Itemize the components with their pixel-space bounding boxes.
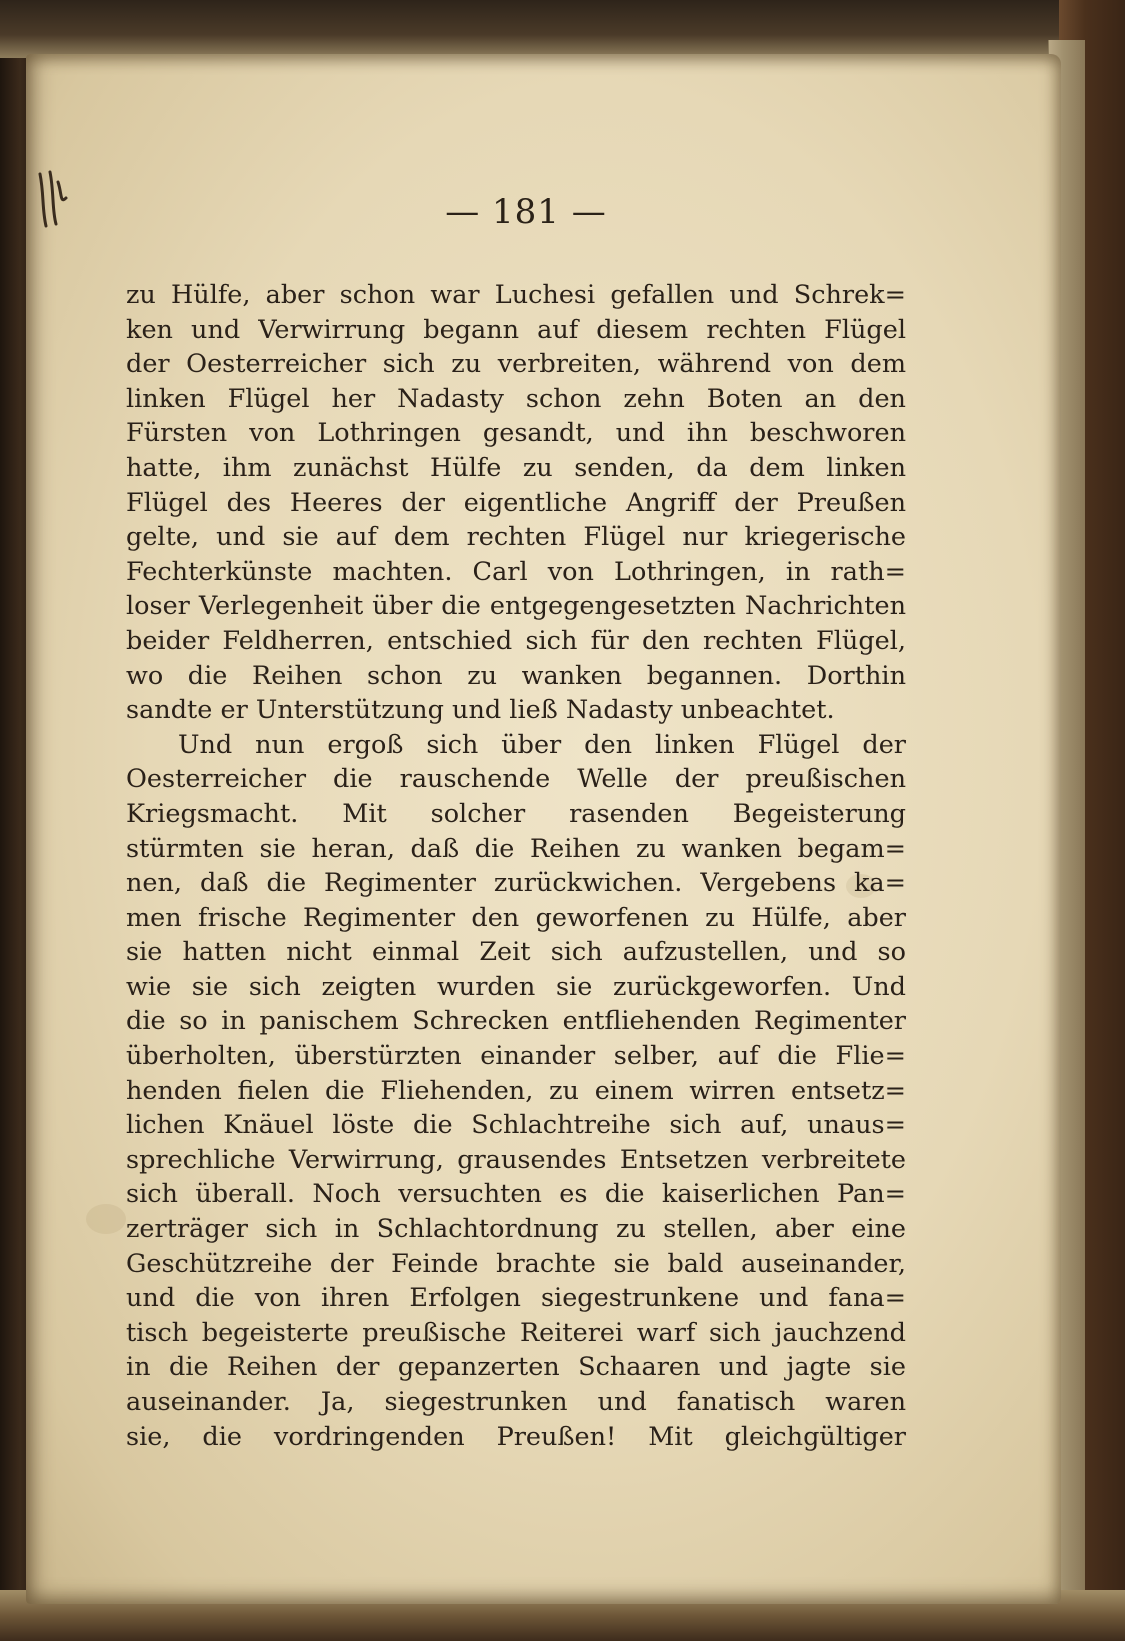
text-line: sie hatten nicht einmal Zeit sich aufzustellen, und so	[126, 937, 906, 968]
text-line: sich überall. Noch versuchten es die kaiserlichen Pan=	[126, 1179, 906, 1210]
text-line: hatte, ihm zunächst Hülfe zu senden, da dem linken	[126, 452, 906, 483]
text-line: henden fielen die Fliehenden, zu einem wirren entsetz=	[126, 1075, 906, 1106]
text-line: Geschützreihe der Feinde brachte sie bald auseinander,	[126, 1248, 906, 1279]
text-line: lichen Knäuel löste die Schlachtreihe sich auf, unaus=	[126, 1110, 906, 1141]
text-line: Fürsten von Lothringen gesandt, und ihn beschworen	[126, 418, 906, 449]
page-number: — 181 —	[445, 192, 607, 232]
text-line: gelte, und sie auf dem rechten Flügel nur kriegerische	[126, 522, 906, 553]
text-line: zu Hülfe, aber schon war Luchesi gefallen und Schrek=	[126, 280, 906, 310]
text-line: Oesterreicher die rauschende Welle der preußischen	[126, 764, 906, 795]
text-line: die so in panischem Schrecken entfliehenden Regimenter	[126, 1006, 906, 1037]
paper-stain	[86, 1204, 126, 1234]
text-line: Und nun ergoß sich über den linken Flügel der	[178, 729, 906, 760]
body-text	[126, 278, 906, 1454]
text-line: der Oesterreicher sich zu verbreiten, während von dem	[126, 349, 906, 380]
text-line: und die von ihren Erfolgen siegestrunkene und fana=	[126, 1283, 906, 1314]
text-line: linken Flügel her Nadasty schon zehn Boten an den	[126, 383, 906, 414]
book-page	[26, 54, 1061, 1604]
text-line: ken und Verwirrung begann auf diesem rechten Flügel	[126, 314, 906, 345]
text-line: sie, die vordringenden Preußen! Mit gleichgültiger	[126, 1421, 906, 1452]
text-line: nen, daß die Regimenter zurückwichen. Vergebens ka=	[126, 868, 906, 899]
text-line: überholten, überstürzten einander selber, auf die Flie=	[126, 1041, 906, 1072]
text-line: men frische Regimenter den geworfenen zu Hülfe, aber	[126, 902, 906, 933]
text-line: wo die Reihen schon zu wanken begannen. Dorthin	[126, 660, 906, 691]
text-line: auseinander. Ja, siegestrunken und fanatisch waren	[126, 1387, 906, 1417]
text-line: sprechliche Verwirrung, grausendes Entsetzen verbreitete	[126, 1144, 906, 1175]
text-line: stürmten sie heran, daß die Reihen zu wanken begam=	[126, 833, 906, 864]
text-line: Flügel des Heeres der eigentliche Angriff der Preußen	[126, 487, 906, 518]
book-top-edge	[0, 0, 1125, 58]
text-line: zerträger sich in Schlachtordnung zu stellen, aber eine	[126, 1214, 906, 1245]
text-line: loser Verlegenheit über die entgegengesetzten Nachrichten	[126, 591, 906, 622]
text-line: beider Feldherren, entschied sich für den rechten Flügel,	[126, 625, 906, 656]
text-line: in die Reihen der gepanzerten Schaaren und jagte sie	[126, 1352, 906, 1383]
text-line: Fechterkünste machten. Carl von Lothringen, in rath=	[126, 556, 906, 587]
text-line: sandte er Unterstützung und ließ Nadasty unbeachtet.	[126, 695, 835, 726]
text-line: wie sie sich zeigten wurden sie zurückgeworfen. Und	[126, 971, 906, 1002]
text-line: Kriegsmacht. Mit solcher rasenden Begeisterung	[126, 798, 906, 829]
text-line: tisch begeisterte preußische Reiterei warf sich jauchzend	[126, 1317, 906, 1348]
